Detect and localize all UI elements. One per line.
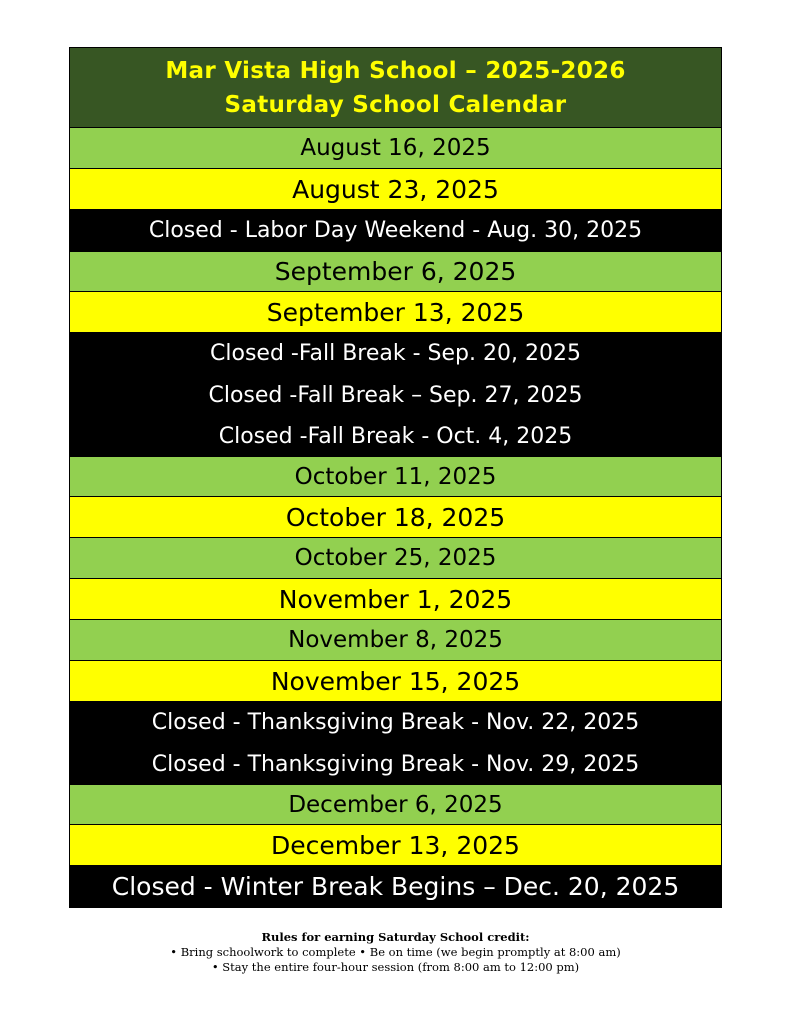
header-calendar-title: Saturday School Calendar xyxy=(224,91,567,118)
closed-row: Closed -Fall Break - Sep. 20, 2025 xyxy=(70,333,721,374)
closed-row: Closed -Fall Break - Oct. 4, 2025 xyxy=(70,415,721,456)
date-row: September 6, 2025 xyxy=(70,251,721,292)
date-row: October 25, 2025 xyxy=(70,538,721,579)
date-row: December 6, 2025 xyxy=(70,784,721,825)
rules-line: • Bring schoolwork to complete • Be on time (we begin promptly at 8:00 am) xyxy=(170,945,621,959)
date-row: November 1, 2025 xyxy=(70,579,721,620)
closed-row: Closed - Labor Day Weekend - Aug. 30, 2025 xyxy=(70,210,721,251)
calendar-table xyxy=(69,47,722,908)
calendar-header xyxy=(70,48,721,128)
rules-section xyxy=(0,930,791,975)
date-row: October 18, 2025 xyxy=(70,497,721,538)
date-row: August 16, 2025 xyxy=(70,128,721,169)
date-row: November 15, 2025 xyxy=(70,661,721,702)
date-row: August 23, 2025 xyxy=(70,169,721,210)
header-school-title: Mar Vista High School – 2025-2026 xyxy=(165,57,626,84)
rules-title: Rules for earning Saturday School credit: xyxy=(261,930,530,944)
rules-line: • Stay the entire four-hour session (from 8:00 am to 12:00 pm) xyxy=(211,960,580,974)
date-row: November 8, 2025 xyxy=(70,620,721,661)
closed-row: Closed - Thanksgiving Break - Nov. 22, 2025 xyxy=(70,702,721,743)
date-row: December 13, 2025 xyxy=(70,825,721,866)
date-row: September 13, 2025 xyxy=(70,292,721,333)
closed-row: Closed - Thanksgiving Break - Nov. 29, 2025 xyxy=(70,743,721,784)
closed-row: Closed -Fall Break – Sep. 27, 2025 xyxy=(70,374,721,415)
date-row: October 11, 2025 xyxy=(70,456,721,497)
closed-row: Closed - Winter Break Begins – Dec. 20, 2025 xyxy=(70,866,721,907)
